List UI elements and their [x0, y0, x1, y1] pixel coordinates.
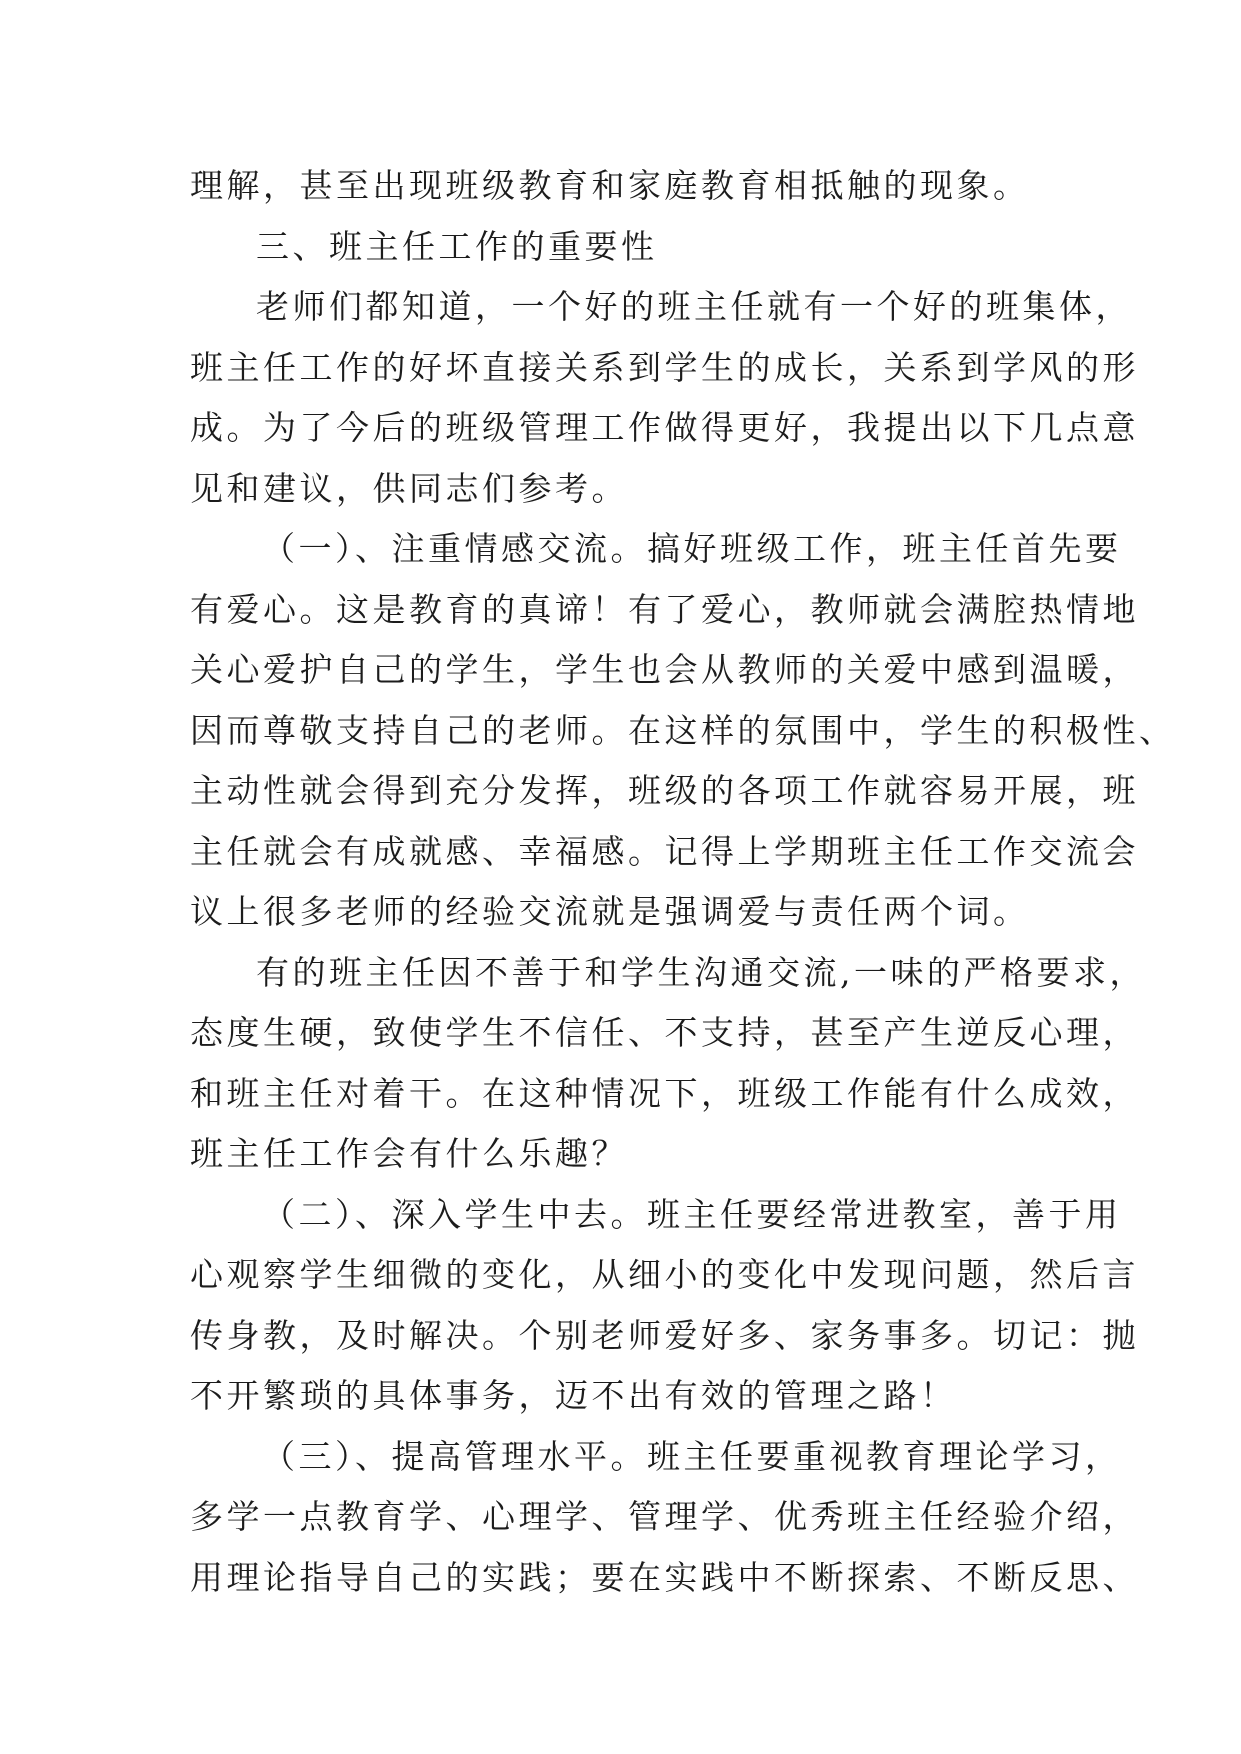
- text-line: 不开繁琐的具体事务，迈不出有效的管理之路！: [190, 1376, 957, 1415]
- text-line: 有爱心。这是教育的真谛！有了爱心，教师就会满腔热情地: [190, 589, 1139, 629]
- text-line: 传身教，及时解决。个别老师爱好多、家务事多。切记：抛: [190, 1315, 1139, 1355]
- text-line: 主动性就会得到充分发挥，班级的各项工作就容易开展，班: [190, 771, 1139, 810]
- text-line: 班主任工作的好坏直接关系到学生的成长，关系到学风的形: [190, 347, 1139, 387]
- text-line: 心观察学生细微的变化，从细小的变化中发现问题，然后言: [190, 1255, 1139, 1294]
- text-line: 议上很多老师的经验交流就是强调爱与责任两个词。: [190, 892, 1030, 931]
- subsection-line: （一）、注重情感交流。搞好班级工作，班主任首先要: [262, 529, 1122, 568]
- text-line: 有的班主任因不善于和学生沟通交流,一味的严格要求，: [256, 952, 1146, 992]
- text-line: 班主任工作会有什么乐趣？: [190, 1134, 628, 1173]
- subsection-line: （二）、深入学生中去。班主任要经常进教室，善于用: [262, 1194, 1122, 1234]
- text-line: 多学一点教育学、心理学、管理学、优秀班主任经验介绍，: [190, 1497, 1139, 1536]
- text-line: 关心爱护自己的学生，学生也会从教师的关爱中感到温暖，: [190, 650, 1139, 689]
- text-line: 和班主任对着干。在这种情况下，班级工作能有什么成效，: [190, 1073, 1139, 1113]
- text-line: 见和建议，供同志们参考。: [190, 468, 628, 508]
- text-line: 因而尊敬支持自己的老师。在这样的氛围中，学生的积极性、: [190, 710, 1176, 750]
- subsection-line: （三）、提高管理水平。班主任要重视教育理论学习，: [262, 1436, 1122, 1476]
- text-line: 老师们都知道，一个好的班主任就有一个好的班集体，: [256, 287, 1132, 326]
- section-heading: 三、班主任工作的重要性: [256, 226, 658, 266]
- text-line: 理解，甚至出现班级教育和家庭教育相抵触的现象。: [190, 166, 1030, 205]
- text-line: 态度生硬，致使学生不信任、不支持，甚至产生逆反心理，: [190, 1013, 1139, 1052]
- text-line: 主任就会有成就感、幸福感。记得上学期班主任工作交流会: [190, 831, 1139, 871]
- text-line: 用理论指导自己的实践；要在实践中不断探索、不断反思、: [190, 1557, 1139, 1597]
- body-text: [190, 156, 1176, 1608]
- text-line: 成。为了今后的班级管理工作做得更好，我提出以下几点意: [190, 408, 1139, 447]
